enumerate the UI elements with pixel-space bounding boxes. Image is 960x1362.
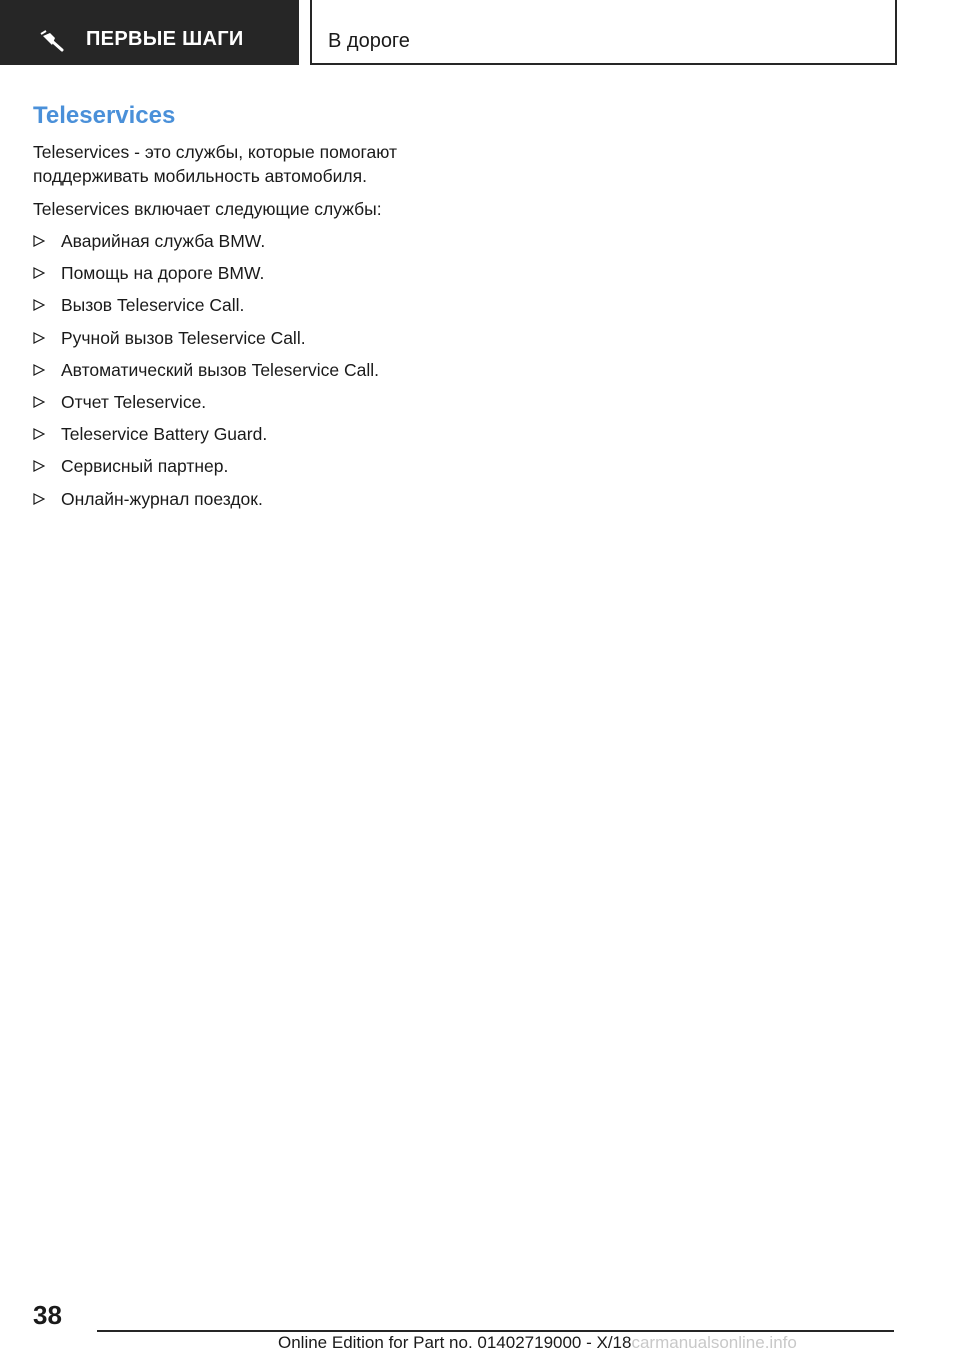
list-item: [33, 358, 379, 390]
triangle-bullet-icon: [33, 487, 61, 511]
plug-pin-icon: [40, 30, 66, 52]
chapter-tab[interactable]: [0, 0, 299, 65]
triangle-bullet-icon: [33, 390, 61, 414]
watermark[interactable]: carmanualsonline.info: [631, 1333, 797, 1352]
list-item-text: Помощь на дороге BMW.: [61, 263, 265, 284]
footer-edition: [278, 1333, 797, 1353]
intro-paragraph: Teleservices - это службы, которые помогают поддерживать мобильность автомобиля.: [33, 142, 398, 186]
section-label: В дороге: [328, 30, 410, 52]
triangle-bullet-icon: [33, 454, 61, 478]
list-item: [33, 454, 379, 486]
triangle-bullet-icon: [33, 358, 61, 382]
list-item: [33, 293, 379, 325]
page-title: Teleservices: [33, 102, 176, 129]
list-item-text: Сервисный партнер.: [61, 456, 229, 477]
triangle-bullet-icon: [33, 261, 61, 285]
list-item-text: Вызов Teleservice Call.: [61, 295, 245, 316]
page-number: 38: [33, 1300, 62, 1330]
triangle-bullet-icon: [33, 229, 61, 253]
list-item-text: Аварийная служба BMW.: [61, 231, 266, 251]
list-item: [33, 422, 379, 454]
list-item: [33, 390, 379, 422]
chapter-label: ПЕРВЫЕ ШАГИ: [86, 28, 244, 50]
list-item: [33, 229, 379, 261]
list-item-text: Teleservice Battery Guard.: [61, 424, 268, 445]
triangle-bullet-icon: [33, 293, 61, 317]
services-list: [33, 229, 379, 519]
section-header: [310, 0, 897, 65]
list-item: [33, 487, 379, 519]
list-item-text: Отчет Teleservice.: [61, 391, 207, 412]
triangle-bullet-icon: [33, 326, 61, 350]
lead-paragraph: Teleservices включает следующие службы:: [33, 199, 382, 219]
triangle-bullet-icon: [33, 422, 61, 446]
list-item-text: Ручной вызов Teleservice Call.: [61, 327, 306, 348]
list-item-text: Автоматический вызов Teleservice Call.: [61, 359, 379, 380]
list-item-text: Онлайн-журнал поездок.: [61, 488, 263, 509]
list-item: [33, 261, 379, 293]
footer-divider: [97, 1330, 894, 1332]
list-item: [33, 326, 379, 358]
edition-text: Online Edition for Part no. 01402719000 - X/18: [278, 1333, 632, 1352]
